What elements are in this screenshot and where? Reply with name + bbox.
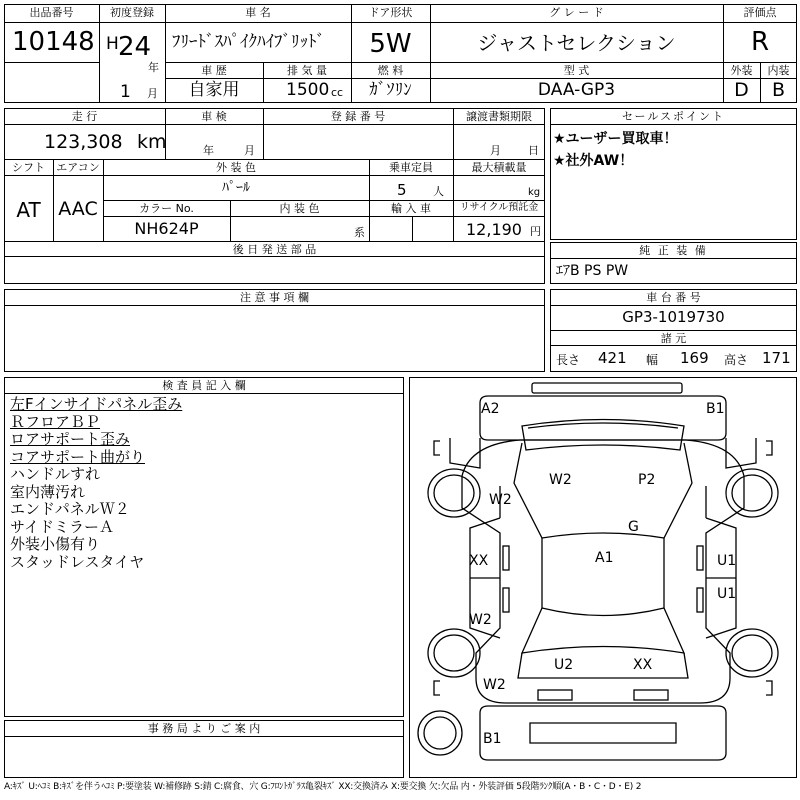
damage-mark: W2: [469, 612, 492, 628]
capacity: 5: [397, 181, 407, 199]
registration-era: H: [106, 34, 119, 54]
color-number: NH624P: [134, 219, 199, 238]
damage-mark: U1: [717, 586, 737, 602]
lot-number-label: 出品番号: [29, 6, 74, 19]
door-label: ドア形状: [368, 6, 413, 19]
damage-mark: G: [628, 519, 639, 535]
legend: A:ｷｽﾞ U:ﾍｺﾐ B:ｷｽﾞを伴うﾍｺﾐ P:要塗装 W:補修跡 S:錆 C:腐食、穴 G:ﾌﾛﾝﾄｶﾞﾗｽ亀裂ｷｽﾞ XX:交換済み X:要交換 欠:欠品 内・外装評価 5段階ﾗﾝｸ順(A・B・C・D・E) 2: [4, 782, 642, 792]
equipment: ｴｱB PS PW: [556, 263, 629, 279]
shift: AT: [16, 198, 41, 222]
car-name: ﾌﾘｰﾄﾞｽﾊﾟｲｸﾊｲﾌﾞﾘｯﾄﾞ: [172, 32, 325, 52]
inspector-note: 左Fインサイドパネル歪み: [10, 395, 183, 413]
interior-color-label: 内 装 色: [279, 202, 320, 215]
displacement-unit: cc: [331, 86, 344, 99]
later-parts-label: 後 日 発 送 部 品: [232, 243, 317, 256]
damage-mark: A2: [481, 401, 500, 417]
max-load-label: 最大積載量: [471, 161, 527, 174]
capacity-unit: 人: [433, 185, 444, 198]
damage-mark: P2: [638, 472, 656, 488]
width-label: 幅: [646, 353, 659, 367]
aircon-label: エアコン: [56, 161, 100, 174]
score-label: 評価点: [743, 6, 777, 19]
inspector-notes: [10, 396, 182, 571]
caution-label: 注 意 事 項 欄: [240, 291, 309, 304]
exterior-grade-label: 外装: [730, 64, 753, 77]
inspector-label: 検 査 員 記 入 欄: [162, 379, 246, 392]
damage-mark: U2: [554, 657, 574, 673]
month-unit: 月: [147, 87, 158, 100]
grade-label: グ レ ー ド: [549, 6, 604, 19]
inspection-month-unit: 月: [244, 144, 255, 157]
first-registration-label: 初度登録: [110, 6, 154, 19]
registration-year: 24: [118, 32, 152, 62]
registration-month: 1: [120, 82, 131, 102]
inspector-note: ロアサポート歪み: [10, 430, 131, 448]
inspector-note: 室内薄汚れ: [10, 482, 86, 501]
damage-mark: U1: [717, 553, 737, 569]
fuel-label: 燃 料: [377, 64, 404, 77]
displacement-label: 排 気 量: [287, 64, 327, 77]
sales-point-item: ★ユーザー買取車！: [553, 131, 678, 147]
color-number-label: カラー No.: [139, 202, 194, 215]
dimensions-label: 諸 元: [660, 332, 687, 345]
length-label: 長さ: [556, 353, 581, 367]
damage-mark: XX: [633, 657, 653, 673]
inspector-note: ＲフロアＢＰ: [10, 412, 101, 431]
width: 169: [680, 349, 709, 367]
plate-label: 登 録 番 号: [330, 110, 386, 123]
damage-mark: W2: [489, 492, 512, 508]
score: R: [750, 27, 770, 57]
fuel: ｶﾞｿﾘﾝ: [369, 80, 412, 100]
interior-grade-label: 内装: [767, 64, 790, 77]
damage-mark: B1: [483, 731, 502, 747]
transfer-deadline-label: 譲渡書類期限: [466, 110, 532, 123]
displacement: 1500: [286, 80, 330, 100]
office-label: 事 務 局 よ り ご 案 内: [147, 722, 261, 735]
mileage: 123,308: [44, 131, 123, 153]
history: 自家用: [188, 80, 240, 100]
shift-label: シフト: [12, 161, 45, 174]
height: 171: [762, 349, 791, 367]
exterior-grade: D: [734, 79, 749, 101]
damage-mark: XX: [469, 553, 489, 569]
recycle-fee: 12,190: [466, 220, 522, 239]
chassis-number: GP3-1019730: [622, 308, 725, 326]
height-label: 高さ: [724, 353, 749, 367]
equipment-label: 純 正 装 備: [639, 244, 708, 257]
recycle-unit: 円: [530, 225, 541, 238]
inspector-note: コアサポート曲がり: [10, 447, 146, 466]
car-name-label: 車 名: [245, 6, 271, 19]
max-load-unit: kg: [528, 187, 541, 198]
transfer-day-unit: 日: [528, 144, 539, 157]
model-label: 型 式: [563, 64, 590, 77]
damage-mark: B1: [706, 401, 725, 417]
inspector-note: スタッドレスタイヤ: [10, 552, 145, 571]
transfer-month-unit: 月: [490, 144, 501, 157]
mileage-unit: km: [137, 131, 167, 153]
inspector-note: エンドパネルＷ２: [10, 500, 130, 518]
length: 421: [598, 349, 627, 367]
history-label: 車 歴: [201, 64, 227, 77]
inspector-note: サイドミラーＡ: [10, 517, 114, 536]
damage-mark: W2: [549, 472, 572, 488]
recycle-label: リサイクル預託金: [459, 202, 539, 213]
grade: ジャストセレクション: [477, 31, 676, 55]
model-code: DAA-GP3: [537, 80, 616, 100]
damage-diagram: [409, 377, 797, 778]
car-outline-diagram: [410, 378, 796, 777]
exterior-color: ﾊﾟｰﾙ: [222, 180, 250, 196]
aircon: AAC: [58, 198, 98, 220]
inspection-year-unit: 年: [203, 144, 214, 157]
interior-grade: B: [771, 79, 786, 101]
damage-mark: W2: [483, 677, 506, 693]
chassis-label: 車 台 番 号: [646, 291, 701, 304]
mileage-label: 走 行: [71, 110, 98, 123]
inspector-note: ハンドルすれ: [10, 465, 101, 483]
sales-point-item: ★社外AW！: [553, 153, 634, 169]
door-type: 5W: [369, 29, 412, 59]
sales-points-label: セールスポイント: [621, 110, 725, 123]
damage-mark: A1: [595, 550, 614, 566]
exterior-color-label: 外 装 色: [216, 161, 256, 174]
inspector-note: 外装小傷有り: [10, 535, 101, 553]
capacity-label: 乗車定員: [389, 161, 433, 174]
interior-color-unit: 系: [354, 226, 365, 239]
year-unit: 年: [148, 61, 159, 74]
inspection-label: 車 検: [201, 110, 227, 123]
sales-points-block: [550, 108, 797, 240]
import-label: 輸 入 車: [391, 202, 431, 215]
lot-number: 10148: [12, 27, 95, 57]
